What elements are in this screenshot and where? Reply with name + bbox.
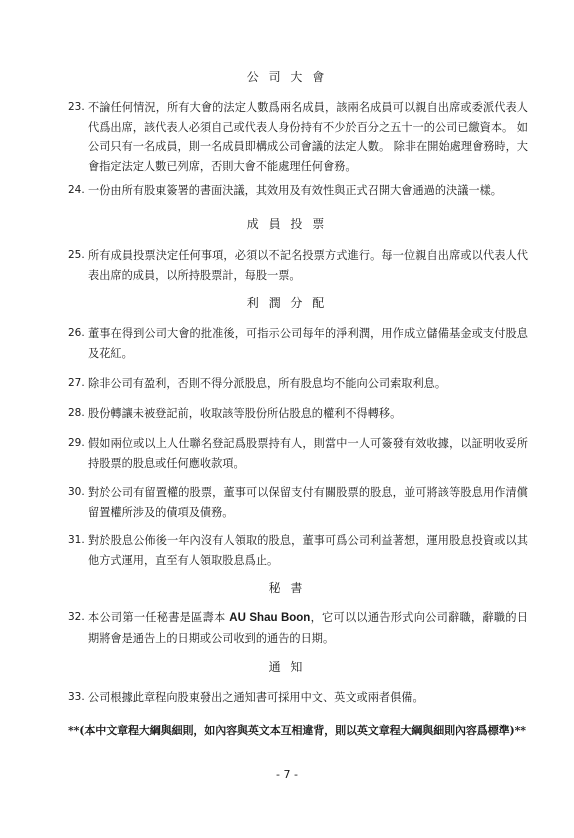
clause-27 (68, 374, 528, 394)
clause-28 (68, 404, 528, 424)
clause-text: 對於股息公佈後一年內沒有人領取的股息，董事可爲公司利益著想，運用股息投資或以其他方式運用，直至有人領取股息爲止。 (88, 534, 528, 567)
clause-number: 31. (68, 534, 85, 546)
clause-25 (68, 246, 528, 285)
clause-text: 除非公司有盈利，否則不得分派股息，所有股息均不能向公司索取利息。 (88, 377, 447, 390)
clause-text: 股份轉讓未被登記前，收取該等股份所佔股息的權利不得轉移。 (88, 407, 402, 420)
section-heading-secretary: 秘 書 (268, 581, 306, 595)
clause-text: 假如兩位或以上人仕聯名登記爲股票持有人，則當中一人可簽發有效收據，以証明收妥所持股票的股息或任何應收款項。 (88, 437, 528, 470)
page-number: - 7 - (276, 768, 298, 781)
clause-number: 24. (68, 184, 85, 196)
clause-number: 33. (68, 691, 85, 703)
section-heading-notice: 通 知 (268, 660, 306, 674)
clause-number: 30. (68, 486, 85, 498)
clause-26 (68, 324, 528, 363)
clause-text: 不論任何情況，所有大會的法定人數爲兩名成員，該兩名成員可以親自出席或委派代表人代爲出席，該代表人必須自己或代表人身份持有不少於百分之五十一的公司已繳資本。 如公司只有一名成員，則一名成員即構成公司會議的法定人數。 除非在開始處理會務時，大會指定法定人數已列席，否則大會不能處理任何會務。 (88, 101, 528, 173)
section-heading-member-voting: 成 員 投 票 (246, 217, 328, 231)
clause-number: 32. (68, 611, 85, 623)
clause-31 (68, 531, 528, 570)
clause-text: 公司根據此章程向股東發出之通知書可採用中文、英文或兩者俱備。 (88, 691, 424, 704)
clause-number: 28. (68, 407, 85, 419)
clause-text: 所有成員投票決定任何事項，必須以不記名投票方式進行。每一位親自出席或以代表人代表出席的成員，以所持股票計，每股一票。 (88, 249, 528, 282)
clause-30 (68, 483, 528, 522)
clause-text: 董事在得到公司大會的批准後，可指示公司每年的淨利潤，用作成立儲備基金或支付股息及花紅。 (88, 327, 528, 360)
section-heading-general-meetings: 公 司 大 會 (246, 70, 328, 84)
clause-number: 26. (68, 327, 85, 339)
clause-text (88, 608, 528, 648)
clause-text: 對於公司有留置權的股票，董事可以保留支付有關股票的股息，並可將該等股息用作清償留置權所涉及的債項及債務。 (88, 486, 528, 519)
clause-32 (68, 608, 528, 648)
clause-number: 25. (68, 249, 85, 261)
section-heading-profit-distribution: 利 潤 分 配 (246, 296, 328, 310)
clause-33 (68, 688, 528, 708)
clause-text: 一份由所有股東簽署的書面決議，其效用及有效性與正式召開大會通過的決議一樣。 (88, 184, 502, 197)
secretary-name: AU Shau Boon (229, 612, 311, 624)
clause-number: 27. (68, 377, 85, 389)
clause-29 (68, 434, 528, 473)
language-precedence-note: **(本中文章程大綱與細則，如內容與英文本互相違背，則以英文章程大綱與細則內容爲標準)** (68, 724, 526, 737)
clause-text-part: 本公司第一任秘書是區壽本 (88, 611, 230, 624)
clause-number: 29. (68, 437, 85, 449)
clause-text-part: ，它可以以通告形式向公司辭職，辭職的日期將會是通告上的日期或公司收到的通告的日期。 (88, 611, 528, 645)
clause-24 (68, 181, 528, 201)
clause-23 (68, 98, 528, 176)
clause-number: 23. (68, 101, 85, 113)
